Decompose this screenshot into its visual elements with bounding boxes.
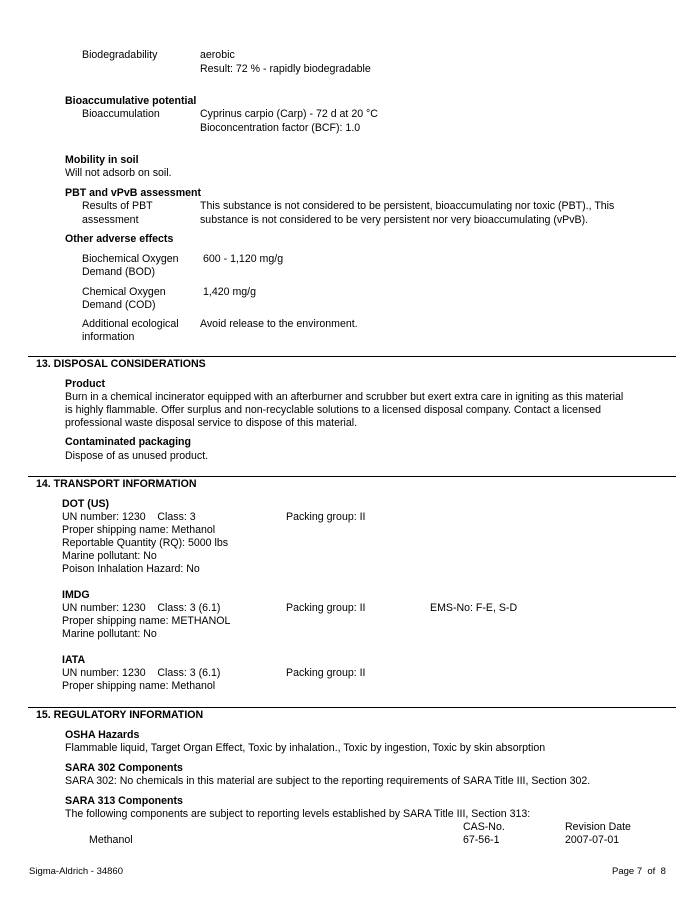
additional-label-1: Additional ecological — [82, 318, 179, 330]
cod-label-1: Chemical Oxygen — [82, 286, 166, 298]
imdg-heading: IMDG — [62, 589, 90, 601]
bioaccumulation-value-2: Bioconcentration factor (BCF): 1.0 — [200, 122, 361, 134]
cas-column-header: CAS-No. — [463, 821, 505, 833]
dot-reportable-quantity: Reportable Quantity (RQ): 5000 lbs — [62, 537, 229, 549]
packaging-heading: Contaminated packaging — [65, 436, 191, 448]
footer-document-id: Sigma-Aldrich - 34860 — [29, 866, 123, 877]
dot-poison-inhalation: Poison Inhalation Hazard: No — [62, 563, 200, 575]
product-heading: Product — [65, 378, 106, 390]
iata-heading: IATA — [62, 654, 86, 666]
transport-section-title: 14. TRANSPORT INFORMATION — [36, 478, 197, 490]
product-text-line-1: Burn in a chemical incinerator equipped with an afterburner and scrubber but exert extra care in igniting as this material — [65, 391, 624, 403]
mobility-text: Will not adsorb on soil. — [65, 167, 172, 179]
cod-value: 1,420 mg/g — [203, 286, 257, 298]
iata-shipping-name: Proper shipping name: Methanol — [62, 680, 216, 692]
dot-heading: DOT (US) — [62, 498, 110, 510]
bod-label-2: Demand (BOD) — [82, 266, 155, 278]
biodegradability-value-1: aerobic — [200, 49, 235, 61]
dot-marine-pollutant: Marine pollutant: No — [62, 550, 157, 562]
additional-value: Avoid release to the environment. — [200, 318, 358, 330]
osha-heading: OSHA Hazards — [65, 729, 140, 741]
dot-un-number: UN number: 1230 Class: 3 — [62, 511, 196, 523]
additional-label-2: information — [82, 331, 135, 343]
dot-packing-group: Packing group: II — [286, 511, 366, 523]
revision-column-header: Revision Date — [565, 821, 631, 833]
product-text-line-3: professional waste disposal service to dispose of this material. — [65, 417, 358, 429]
component-cas: 67-56-1 — [463, 834, 500, 846]
iata-un-number: UN number: 1230 Class: 3 (6.1) — [62, 667, 221, 679]
section-divider — [28, 356, 676, 357]
packaging-text: Dispose of as unused product. — [65, 450, 209, 462]
pbt-label-2: assessment — [82, 214, 139, 226]
component-revision-date: 2007-07-01 — [565, 834, 620, 846]
sara302-text: SARA 302: No chemicals in this material are subject to the reporting requirements of SARA Title III, Section 302. — [65, 775, 591, 787]
disposal-section-title: 13. DISPOSAL CONSIDERATIONS — [36, 358, 206, 370]
other-effects-heading: Other adverse effects — [65, 233, 174, 245]
bioaccumulative-heading: Bioaccumulative potential — [65, 95, 197, 107]
iata-packing-group: Packing group: II — [286, 667, 366, 679]
imdg-un-number: UN number: 1230 Class: 3 (6.1) — [62, 602, 221, 614]
dot-shipping-name: Proper shipping name: Methanol — [62, 524, 216, 536]
product-text-line-2: is highly flammable. Offer surplus and non-recyclable solutions to a licensed disposal company. Contact a licensed — [65, 404, 602, 416]
bioaccumulation-value-1: Cyprinus carpio (Carp) - 72 d at 20 °C — [200, 108, 378, 120]
pbt-label-1: Results of PBT — [82, 200, 153, 212]
sara313-heading: SARA 313 Components — [65, 795, 183, 807]
section-divider — [28, 707, 676, 708]
section-divider — [28, 476, 676, 477]
bioaccumulation-label: Bioaccumulation — [82, 108, 160, 120]
bod-value: 600 - 1,120 mg/g — [203, 253, 284, 265]
sara313-text: The following components are subject to reporting levels established by SARA Title III, Section 313: — [65, 808, 531, 820]
biodegradability-value-2: Result: 72 % - rapidly biodegradable — [200, 63, 371, 75]
imdg-ems-number: EMS-No: F-E, S-D — [430, 602, 518, 614]
cod-label-2: Demand (COD) — [82, 299, 156, 311]
component-name: Methanol — [89, 834, 133, 846]
mobility-heading: Mobility in soil — [65, 154, 139, 166]
imdg-shipping-name: Proper shipping name: METHANOL — [62, 615, 231, 627]
imdg-marine-pollutant: Marine pollutant: No — [62, 628, 157, 640]
biodegradability-label: Biodegradability — [82, 49, 158, 61]
sara302-heading: SARA 302 Components — [65, 762, 183, 774]
osha-text: Flammable liquid, Target Organ Effect, Toxic by inhalation., Toxic by ingestion, Toxic by skin absorption — [65, 742, 546, 754]
regulatory-section-title: 15. REGULATORY INFORMATION — [36, 709, 204, 721]
footer-page-number: Page 7 of 8 — [612, 866, 666, 877]
bod-label-1: Biochemical Oxygen — [82, 253, 179, 265]
pbt-value-2: substance is not considered to be very persistent nor very bioaccumulating (vPvB). — [200, 214, 589, 226]
imdg-packing-group: Packing group: II — [286, 602, 366, 614]
pbt-heading: PBT and vPvB assessment — [65, 187, 202, 199]
pbt-value-1: This substance is not considered to be persistent, bioaccumulating nor toxic (PBT)., This — [200, 200, 615, 212]
